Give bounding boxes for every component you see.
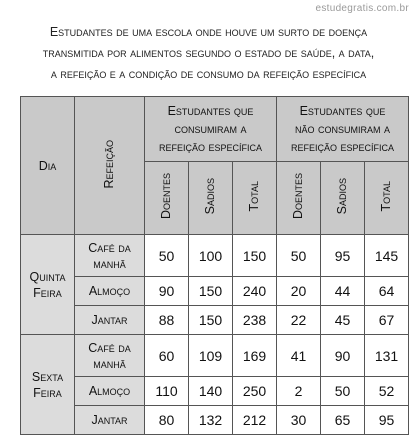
header-sadios: Sadios [321,162,365,235]
value-cell: 50 [321,377,365,406]
table-row [21,277,409,306]
day-cell: Quinta Feira [21,235,75,335]
value-cell: 60 [145,335,189,377]
table-caption [6,22,411,85]
value-cell: 90 [145,277,189,306]
header-sadios: Sadios [189,162,233,235]
value-cell: 150 [189,306,233,335]
value-cell: 140 [189,377,233,406]
meal-cell: Café da manhã [75,335,145,377]
value-cell: 100 [189,235,233,277]
value-cell: 22 [277,306,321,335]
value-cell: 65 [321,406,365,435]
value-cell: 95 [365,406,409,435]
value-cell: 131 [365,335,409,377]
value-cell: 41 [277,335,321,377]
value-cell: 150 [233,235,277,277]
watermark: estudegratis.com.br [315,3,409,14]
value-cell: 45 [321,306,365,335]
outbreak-table [20,96,409,435]
value-cell: 109 [189,335,233,377]
caption-line: Estudantes de uma escola onde houve um surto de doença [49,25,368,39]
table-row [21,335,409,377]
table-row [21,406,409,435]
value-cell: 88 [145,306,189,335]
header-refeicao: Refeição [75,97,145,235]
value-cell: 20 [277,277,321,306]
table-row [21,235,409,277]
value-cell: 90 [321,335,365,377]
table-row [21,306,409,335]
value-cell: 64 [365,277,409,306]
value-cell: 240 [233,277,277,306]
header-doentes: Doentes [277,162,321,235]
header-not-consumed-group: Estudantes que não consumiram a refeição específica [277,97,409,162]
meal-cell: Jantar [75,406,145,435]
table-row [21,377,409,406]
value-cell: 50 [277,235,321,277]
value-cell: 110 [145,377,189,406]
value-cell: 2 [277,377,321,406]
value-cell: 52 [365,377,409,406]
value-cell: 80 [145,406,189,435]
header-consumed-group: Estudantes que consumiram a refeição específica [145,97,277,162]
meal-cell: Almoço [75,377,145,406]
value-cell: 30 [277,406,321,435]
value-cell: 132 [189,406,233,435]
header-doentes: Doentes [145,162,189,235]
value-cell: 250 [233,377,277,406]
header-dia: Dia [21,97,75,235]
value-cell: 44 [321,277,365,306]
value-cell: 67 [365,306,409,335]
day-cell: Sexta Feira [21,335,75,435]
meal-cell: Almoço [75,277,145,306]
value-cell: 212 [233,406,277,435]
value-cell: 145 [365,235,409,277]
meal-cell: Café da manhã [75,235,145,277]
caption-line: transmitida por alimentos segundo o estado de saúde, a data, [42,46,375,60]
header-total: Total [365,162,409,235]
value-cell: 238 [233,306,277,335]
caption-line: a refeição e a condição de consumo da refeição específica [50,67,367,81]
value-cell: 150 [189,277,233,306]
value-cell: 169 [233,335,277,377]
value-cell: 50 [145,235,189,277]
meal-cell: Jantar [75,306,145,335]
value-cell: 95 [321,235,365,277]
header-total: Total [233,162,277,235]
